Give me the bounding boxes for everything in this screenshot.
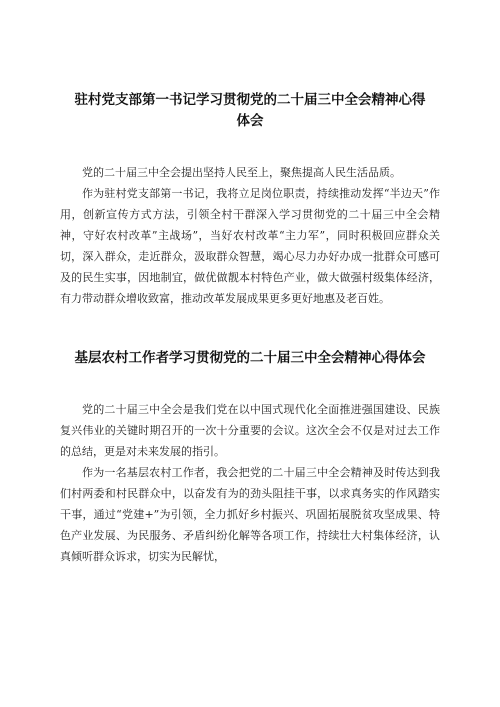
paragraph: 作为一名基层农村工作者，我会把党的二十届三中全会精神及时传达到我们村两委和村民群众中，以奋发有为的劲头阻挂干事，以求真务实的作风踏实干事，通过“党建+”为引领，全力抓好乡村振兴、巩固拓展脱贫攻坚成果、特色产业发展、为民服务、矛盾纠纷化解等各项工作，持续壮大村集体经济，认真倾听群众诉求，切实为民解忧， bbox=[60, 466, 440, 563]
article-section-2 bbox=[60, 348, 440, 567]
article-section-1 bbox=[60, 90, 440, 309]
paragraph: 作为驻村党支部第一书记，我将立足岗位职责，持续推动发挥“半边天”作用，创新宣传方式方法，引领全村干群深入学习贯彻党的二十届三中全会精神，守好农村改革”主战场”，当好农村改革“主力军”，同时积极回应群众关切，深入群众，走近群众，汲取群众智慧，竭心尽力办好办成一批群众可感可及的民生实事，因地制宜，做优做靓本村特色产业，做大做强村级集体经济，有力带动群众增收致富，推动改革发展成果更多更好地惠及老百姓。 bbox=[60, 187, 440, 305]
article-body-1 bbox=[60, 162, 440, 309]
article-body-2 bbox=[60, 399, 440, 567]
article-title-1: 驻村党支部第一书记学习贯彻党的二十届三中全会精神心得体会 bbox=[74, 92, 426, 129]
article-title-2: 基层农村工作者学习贯彻党的二十届三中全会精神心得体会 bbox=[74, 350, 426, 366]
paragraph: 党的二十届三中全会是我们党在以中国式现代化全面推进强国建设、民族复兴伟业的关键时期召开的一次十分重要的会议。这次全会不仅是对过去工作的总结，更是对未来发展的指引。 bbox=[60, 403, 440, 458]
paragraph: 党的二十届三中全会提出坚持人民至上，聚焦提高人民生活品质。 bbox=[82, 166, 401, 179]
